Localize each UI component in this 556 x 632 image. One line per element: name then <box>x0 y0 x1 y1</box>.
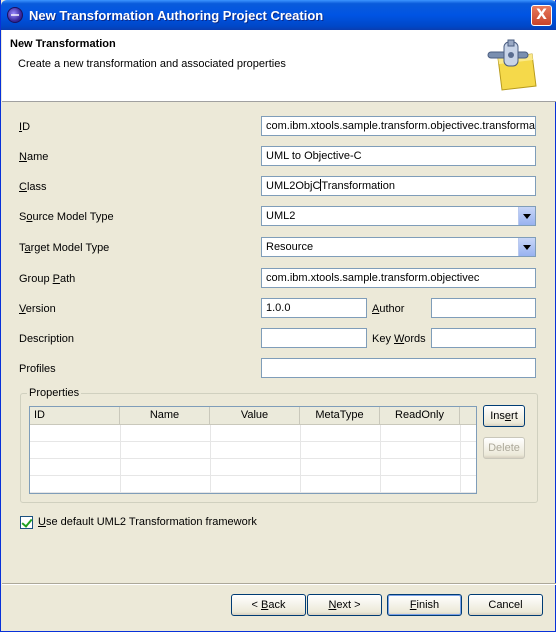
key-words-label: Key Words <box>372 333 426 345</box>
profiles-label: Profiles <box>19 363 56 375</box>
title-bar[interactable] <box>1 0 556 30</box>
column-header-value[interactable]: Value <box>210 407 300 425</box>
table-row[interactable] <box>30 442 477 459</box>
column-header-id[interactable]: ID <box>30 407 120 425</box>
name-label: Name <box>19 151 49 163</box>
version-label: Version <box>19 303 56 315</box>
class-field[interactable]: UML2ObjCTransformation <box>261 176 536 196</box>
column-divider <box>210 425 211 494</box>
bottom-separator <box>2 583 556 585</box>
transformation-banner-icon <box>484 36 544 96</box>
finish-button[interactable]: Finish <box>387 594 462 616</box>
profiles-field[interactable] <box>261 358 536 378</box>
author-field[interactable] <box>431 298 536 318</box>
source-model-type-label: Source Model Type <box>19 211 114 223</box>
class-label: Class <box>19 181 47 193</box>
column-header-name[interactable]: Name <box>120 407 210 425</box>
properties-table[interactable] <box>29 406 477 494</box>
column-divider <box>300 425 301 494</box>
close-button[interactable]: X <box>531 5 552 26</box>
id-field[interactable]: com.ibm.xtools.sample.transform.objectivec.transforma <box>261 116 536 136</box>
page-title: New Transformation <box>10 38 116 50</box>
chevron-down-icon[interactable] <box>518 207 535 225</box>
target-model-type-label: Target Model Type <box>19 242 110 254</box>
group-path-label: Group Path <box>19 273 76 285</box>
group-path-field[interactable]: com.ibm.xtools.sample.transform.objectivec <box>261 268 536 288</box>
cancel-button[interactable]: Cancel <box>468 594 543 616</box>
name-field[interactable]: UML to Objective-C <box>261 146 536 166</box>
table-row[interactable] <box>30 459 477 476</box>
target-model-type-select[interactable]: Resource <box>261 237 536 257</box>
use-default-checkbox[interactable] <box>20 516 33 529</box>
use-default-label: Use default UML2 Transformation framework <box>38 516 257 528</box>
column-header-readonly[interactable]: ReadOnly <box>380 407 460 425</box>
page-description: Create a new transformation and associated properties <box>18 58 286 70</box>
source-model-type-select[interactable]: UML2 <box>261 206 536 226</box>
description-label: Description <box>19 333 75 345</box>
description-field[interactable] <box>261 328 367 348</box>
version-field[interactable]: 1.0.0 <box>261 298 367 318</box>
chevron-down-icon[interactable] <box>518 238 535 256</box>
key-words-field[interactable] <box>431 328 536 348</box>
wizard-header <box>2 30 556 102</box>
author-label: Author <box>372 303 405 315</box>
eclipse-icon <box>7 7 23 23</box>
back-button[interactable]: < Back <box>231 594 306 616</box>
table-row[interactable] <box>30 425 477 442</box>
properties-group-title: Properties <box>29 387 80 399</box>
insert-button[interactable]: Insert <box>483 405 525 427</box>
column-divider <box>120 425 121 494</box>
column-header-metatype[interactable]: MetaType <box>300 407 380 425</box>
delete-button[interactable]: Delete <box>483 437 525 459</box>
id-label: ID <box>19 121 31 133</box>
window-title: New Transformation Authoring Project Creation <box>29 8 324 23</box>
properties-table-header <box>30 407 477 425</box>
column-divider <box>380 425 381 494</box>
table-row[interactable] <box>30 476 477 493</box>
column-divider <box>460 425 461 494</box>
next-button[interactable]: Next > <box>307 594 382 616</box>
